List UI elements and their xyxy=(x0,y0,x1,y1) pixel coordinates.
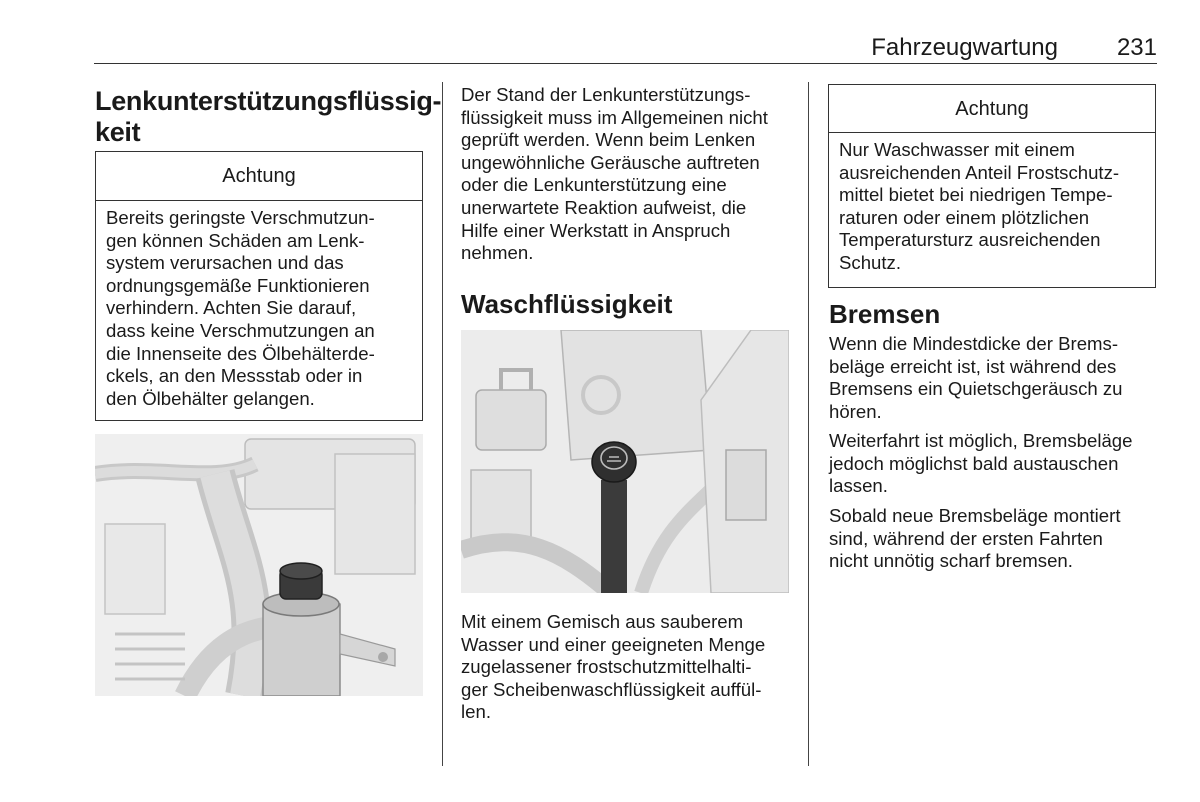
text-line: Mit einem Gemisch aus sauberem xyxy=(461,611,744,632)
text-line: die Innenseite des Ölbehälterde‑ xyxy=(106,342,375,364)
text-line: Hilfe einer Werkstatt in Anspruch xyxy=(461,219,731,241)
text-line: jedoch möglichst bald austauschen xyxy=(829,452,1119,474)
header-rule xyxy=(94,63,1157,64)
paragraph-steering-check xyxy=(461,84,801,265)
text-line: beläge erreicht ist, ist während des xyxy=(829,355,1117,377)
engine-bay-drawing xyxy=(95,434,423,696)
warning-title: Achtung xyxy=(96,152,422,201)
text-line: flüssigkeit muss im Allgemeinen nicht xyxy=(461,106,768,128)
warning-text xyxy=(829,133,1155,275)
heading-line: Lenkunterstützungsflüssig‑ xyxy=(95,86,442,116)
paragraph-washer-mix xyxy=(461,611,801,724)
running-header-title: Fahrzeugwartung xyxy=(871,34,1058,61)
text-line: nicht unnötig scharf bremsen. xyxy=(829,550,1073,572)
heading-line: keit xyxy=(95,117,141,147)
engine-bay-washer-drawing xyxy=(461,330,789,593)
paragraph-brake-continue xyxy=(829,430,1157,498)
text-line: lassen. xyxy=(829,475,888,497)
text-line: gen können Schäden am Lenk‑ xyxy=(106,229,365,251)
text-line: sind, während der ersten Fahrten xyxy=(829,527,1103,549)
washer-fluid-reservoir-illustration xyxy=(461,330,789,593)
text-line: len. xyxy=(461,701,491,723)
text-line: Der Stand der Lenkunterstützungs‑ xyxy=(461,84,751,105)
text-line: mittel bietet bei niedrigen Tempe‑ xyxy=(839,184,1113,206)
section-heading-steering-fluid xyxy=(95,86,442,148)
steering-fluid-reservoir-illustration xyxy=(95,434,423,696)
paragraph-brake-wear xyxy=(829,333,1157,423)
column-divider-1 xyxy=(442,82,443,766)
warning-box-washer xyxy=(828,84,1156,288)
section-heading-washer-fluid: Waschflüssigkeit xyxy=(461,289,673,319)
text-line: den Ölbehälter gelangen. xyxy=(106,387,315,409)
text-line: raturen oder einem plötzlichen xyxy=(839,206,1090,228)
text-line: ausreichenden Anteil Frostschutz‑ xyxy=(839,161,1120,183)
text-line: Bereits geringste Verschmutzun‑ xyxy=(106,207,375,228)
text-line: nehmen. xyxy=(461,242,534,264)
column-divider-2 xyxy=(808,82,809,766)
paragraph-brake-new-pads xyxy=(829,505,1157,573)
warning-box-steering xyxy=(95,151,423,421)
text-line: Weiterfahrt ist möglich, Bremsbeläge xyxy=(829,430,1133,451)
text-line: hören. xyxy=(829,400,882,422)
text-line: oder die Lenkunterstützung eine xyxy=(461,174,727,196)
page-number: 231 xyxy=(1116,34,1157,61)
text-line: Sobald neue Bremsbeläge montiert xyxy=(829,505,1121,526)
text-line: ordnungsgemäße Funktionieren xyxy=(106,274,370,296)
text-line: system verursachen und das xyxy=(106,252,344,274)
text-line: Bremsens ein Quietschgeräusch zu xyxy=(829,378,1123,400)
warning-title: Achtung xyxy=(829,85,1155,133)
text-line: dass keine Verschmutzungen an xyxy=(106,319,375,341)
text-line: unerwartete Reaktion aufweist, die xyxy=(461,196,747,218)
text-line: Wenn die Mindestdicke der Brems‑ xyxy=(829,333,1119,354)
text-line: Wasser und einer geeigneten Menge xyxy=(461,633,766,655)
text-line: zugelassener frostschutzmittelhalti‑ xyxy=(461,656,752,678)
text-line: ungewöhnliche Geräusche auftreten xyxy=(461,151,760,173)
text-line: Temperatursturz ausreichenden xyxy=(839,229,1101,251)
text-line: geprüft werden. Wenn beim Lenken xyxy=(461,129,756,151)
text-line: Nur Waschwasser mit einem xyxy=(839,139,1075,160)
section-heading-brakes: Bremsen xyxy=(829,299,941,329)
text-line: ger Scheibenwaschflüssigkeit auffül‑ xyxy=(461,678,762,700)
text-line: Schutz. xyxy=(839,251,902,273)
warning-text xyxy=(96,201,422,410)
text-line: ckels, an den Messstab oder in xyxy=(106,365,363,387)
text-line: verhindern. Achten Sie darauf, xyxy=(106,297,357,319)
